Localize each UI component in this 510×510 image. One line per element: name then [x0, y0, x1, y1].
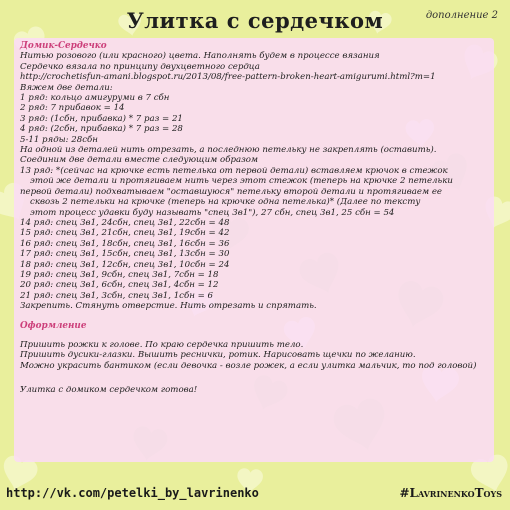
text-line: 13 ряд: *(сейчас на крючке есть петелька от первой детали) вставляем крючок в стежок	[20, 165, 448, 176]
pattern-text	[20, 41, 494, 396]
vk-link[interactable]: http://vk.com/petelki_by_lavrinenko	[6, 486, 259, 500]
final-line: Улитка с домиком сердечком готова!	[20, 385, 198, 396]
text-line: 15 ряд: спец 3в1, 21сбн, спец 3в1, 19сбн = 42	[20, 228, 230, 239]
text-line: 3 ряд: (1сбн, прибавка) * 7 раз = 21	[20, 113, 183, 124]
text-line: На одной из деталей нить отрезать, а последнюю петельку не закреплять (оставить).	[20, 145, 437, 156]
text-line: Соединим две детали вместе следующим образом	[20, 155, 259, 166]
text-line: Вяжем две детали:	[20, 82, 113, 93]
text-line: 17 ряд: спец 3в1, 15сбн, спец 3в1, 13сбн = 30	[20, 249, 230, 260]
hashtag: #LavrinenkoToys	[399, 486, 502, 500]
pattern-link[interactable]: http://crochetisfun-amani.blogspot.ru/2013/08/free-pattern-broken-heart-amigurumi.html?m=1	[20, 72, 436, 83]
text-line: 1 ряд: кольцо амигуруми в 7 сбн	[20, 93, 170, 104]
text-line: Можно украсить бантиком (если девочка - возле рожек, а если улитка мальчик, то под головой)	[20, 360, 477, 371]
text-line: 2 ряд: 7 прибавок = 14	[20, 103, 125, 114]
text-line: 5-11 ряды: 28сбн	[20, 134, 98, 145]
text-line: Сердечко вязала по принципу двухцветного сердца	[20, 61, 260, 72]
text-line: Пришить дусики-глазки. Вышить реснички, ротик. Нарисовать щечки по желанию.	[20, 350, 416, 361]
text-line: 19 ряд: спец 3в1, 9сбн, спец 3в1, 7сбн = 18	[20, 269, 219, 280]
section-title-decoration: Оформление	[20, 320, 87, 331]
text-line: 16 ряд: спец 3в1, 18сбн, спец 3в1, 16сбн = 36	[20, 238, 230, 249]
text-line: 18 ряд: спец 3в1, 12сбн, спец 3в1, 10сбн = 24	[20, 259, 230, 270]
text-line: 14 ряд: спец 3в1, 24сбн, спец 3в1, 22сбн = 48	[20, 217, 230, 228]
text-line: 4 ряд: (2сбн, прибавка) * 7 раз = 28	[20, 124, 183, 135]
text-line: этой же детали и протягиваем нить через этот стежок (теперь на крючке 2 петельки	[30, 176, 453, 187]
text-line: сквозь 2 петельки на крючке (теперь на крючке одна петелька)* (Далее по тексту	[30, 197, 421, 208]
text-line: этот процесс удавки буду называть "спец 3в1"), 27 сбн, спец 3в1, 25 сбн = 54	[30, 207, 395, 218]
text-line: 21 ряд: спец 3в1, 3сбн, спец 3в1, 1сбн = 6	[20, 290, 214, 301]
text-line: 20 ряд: спец 3в1, 6сбн, спец 3в1, 4сбн = 12	[20, 280, 219, 291]
addendum-label: дополнение 2	[425, 10, 498, 21]
text-line: Закрепить. Стянуть отверстие. Нить отрезать и спрятать.	[20, 301, 317, 312]
text-line: Нитью розового (или красного) цвета. Наполнять будем в процессе вязания	[20, 51, 380, 62]
text-line: Пришить рожки к голове. По краю сердечка пришить тело.	[20, 339, 304, 350]
section-title-house: Домик-Сердечко	[20, 41, 107, 51]
text-line: первой детали) подхватываем "оставшуюся" петельку второй детали и протягиваем ее	[20, 186, 442, 197]
page-title: Улитка с сердечком	[126, 8, 384, 33]
